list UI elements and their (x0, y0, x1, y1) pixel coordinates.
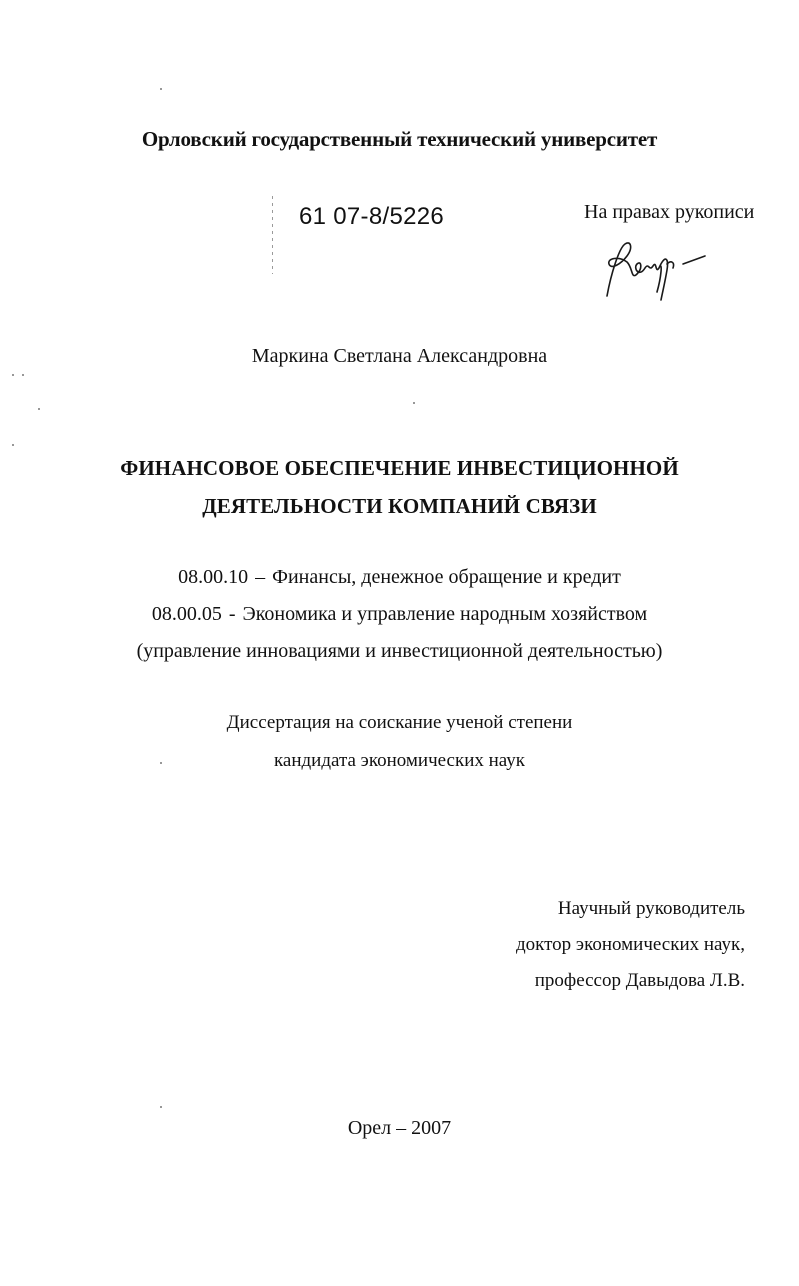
stamp-divider (272, 196, 273, 274)
advisor-role: Научный руководитель (557, 898, 745, 919)
specialty-dash: - (228, 603, 236, 625)
advisor-name: профессор Давыдова Л.В. (534, 970, 745, 991)
scan-speck (160, 1106, 162, 1108)
catalog-number: 61 07-8/5226 (299, 203, 445, 230)
specialty-2 (0, 603, 799, 626)
scan-speck (12, 374, 14, 376)
specialty-name: Финансы, денежное обращение и кредит (272, 566, 621, 588)
city-year: Орел – 2007 (347, 1117, 452, 1139)
specialty-dash: – (255, 566, 266, 588)
scan-speck (413, 402, 415, 404)
scan-speck (22, 374, 24, 376)
university-name: Орловский государственный технический университет (141, 127, 658, 151)
specialty-name: Экономика и управление народным хозяйством (242, 603, 648, 625)
scan-speck (160, 762, 162, 764)
specialty-note: (управление инновациями и инвестиционной деятельностью) (136, 640, 663, 662)
scan-speck (38, 408, 40, 410)
specialty-code: 08.00.10 (178, 566, 249, 588)
specialty-code: 08.00.05 (151, 603, 222, 625)
manuscript-rights: На правах рукописи (584, 201, 755, 223)
degree-line-1: Диссертация на соискание ученой степени (226, 712, 573, 733)
thesis-title-line-2: ДЕЯТЕЛЬНОСТИ КОМПАНИЙ СВЯЗИ (202, 494, 597, 518)
signature-icon (597, 234, 709, 306)
scan-speck (160, 88, 162, 90)
scan-speck (12, 444, 14, 446)
degree-line-2: кандидата экономических наук (273, 750, 526, 771)
specialty-1 (0, 566, 799, 589)
author-name: Маркина Светлана Александровна (251, 345, 548, 367)
thesis-title-line-1: ФИНАНСОВОЕ ОБЕСПЕЧЕНИЕ ИНВЕСТИЦИОННОЙ (120, 456, 679, 480)
advisor-degree: доктор экономических наук, (515, 934, 745, 955)
